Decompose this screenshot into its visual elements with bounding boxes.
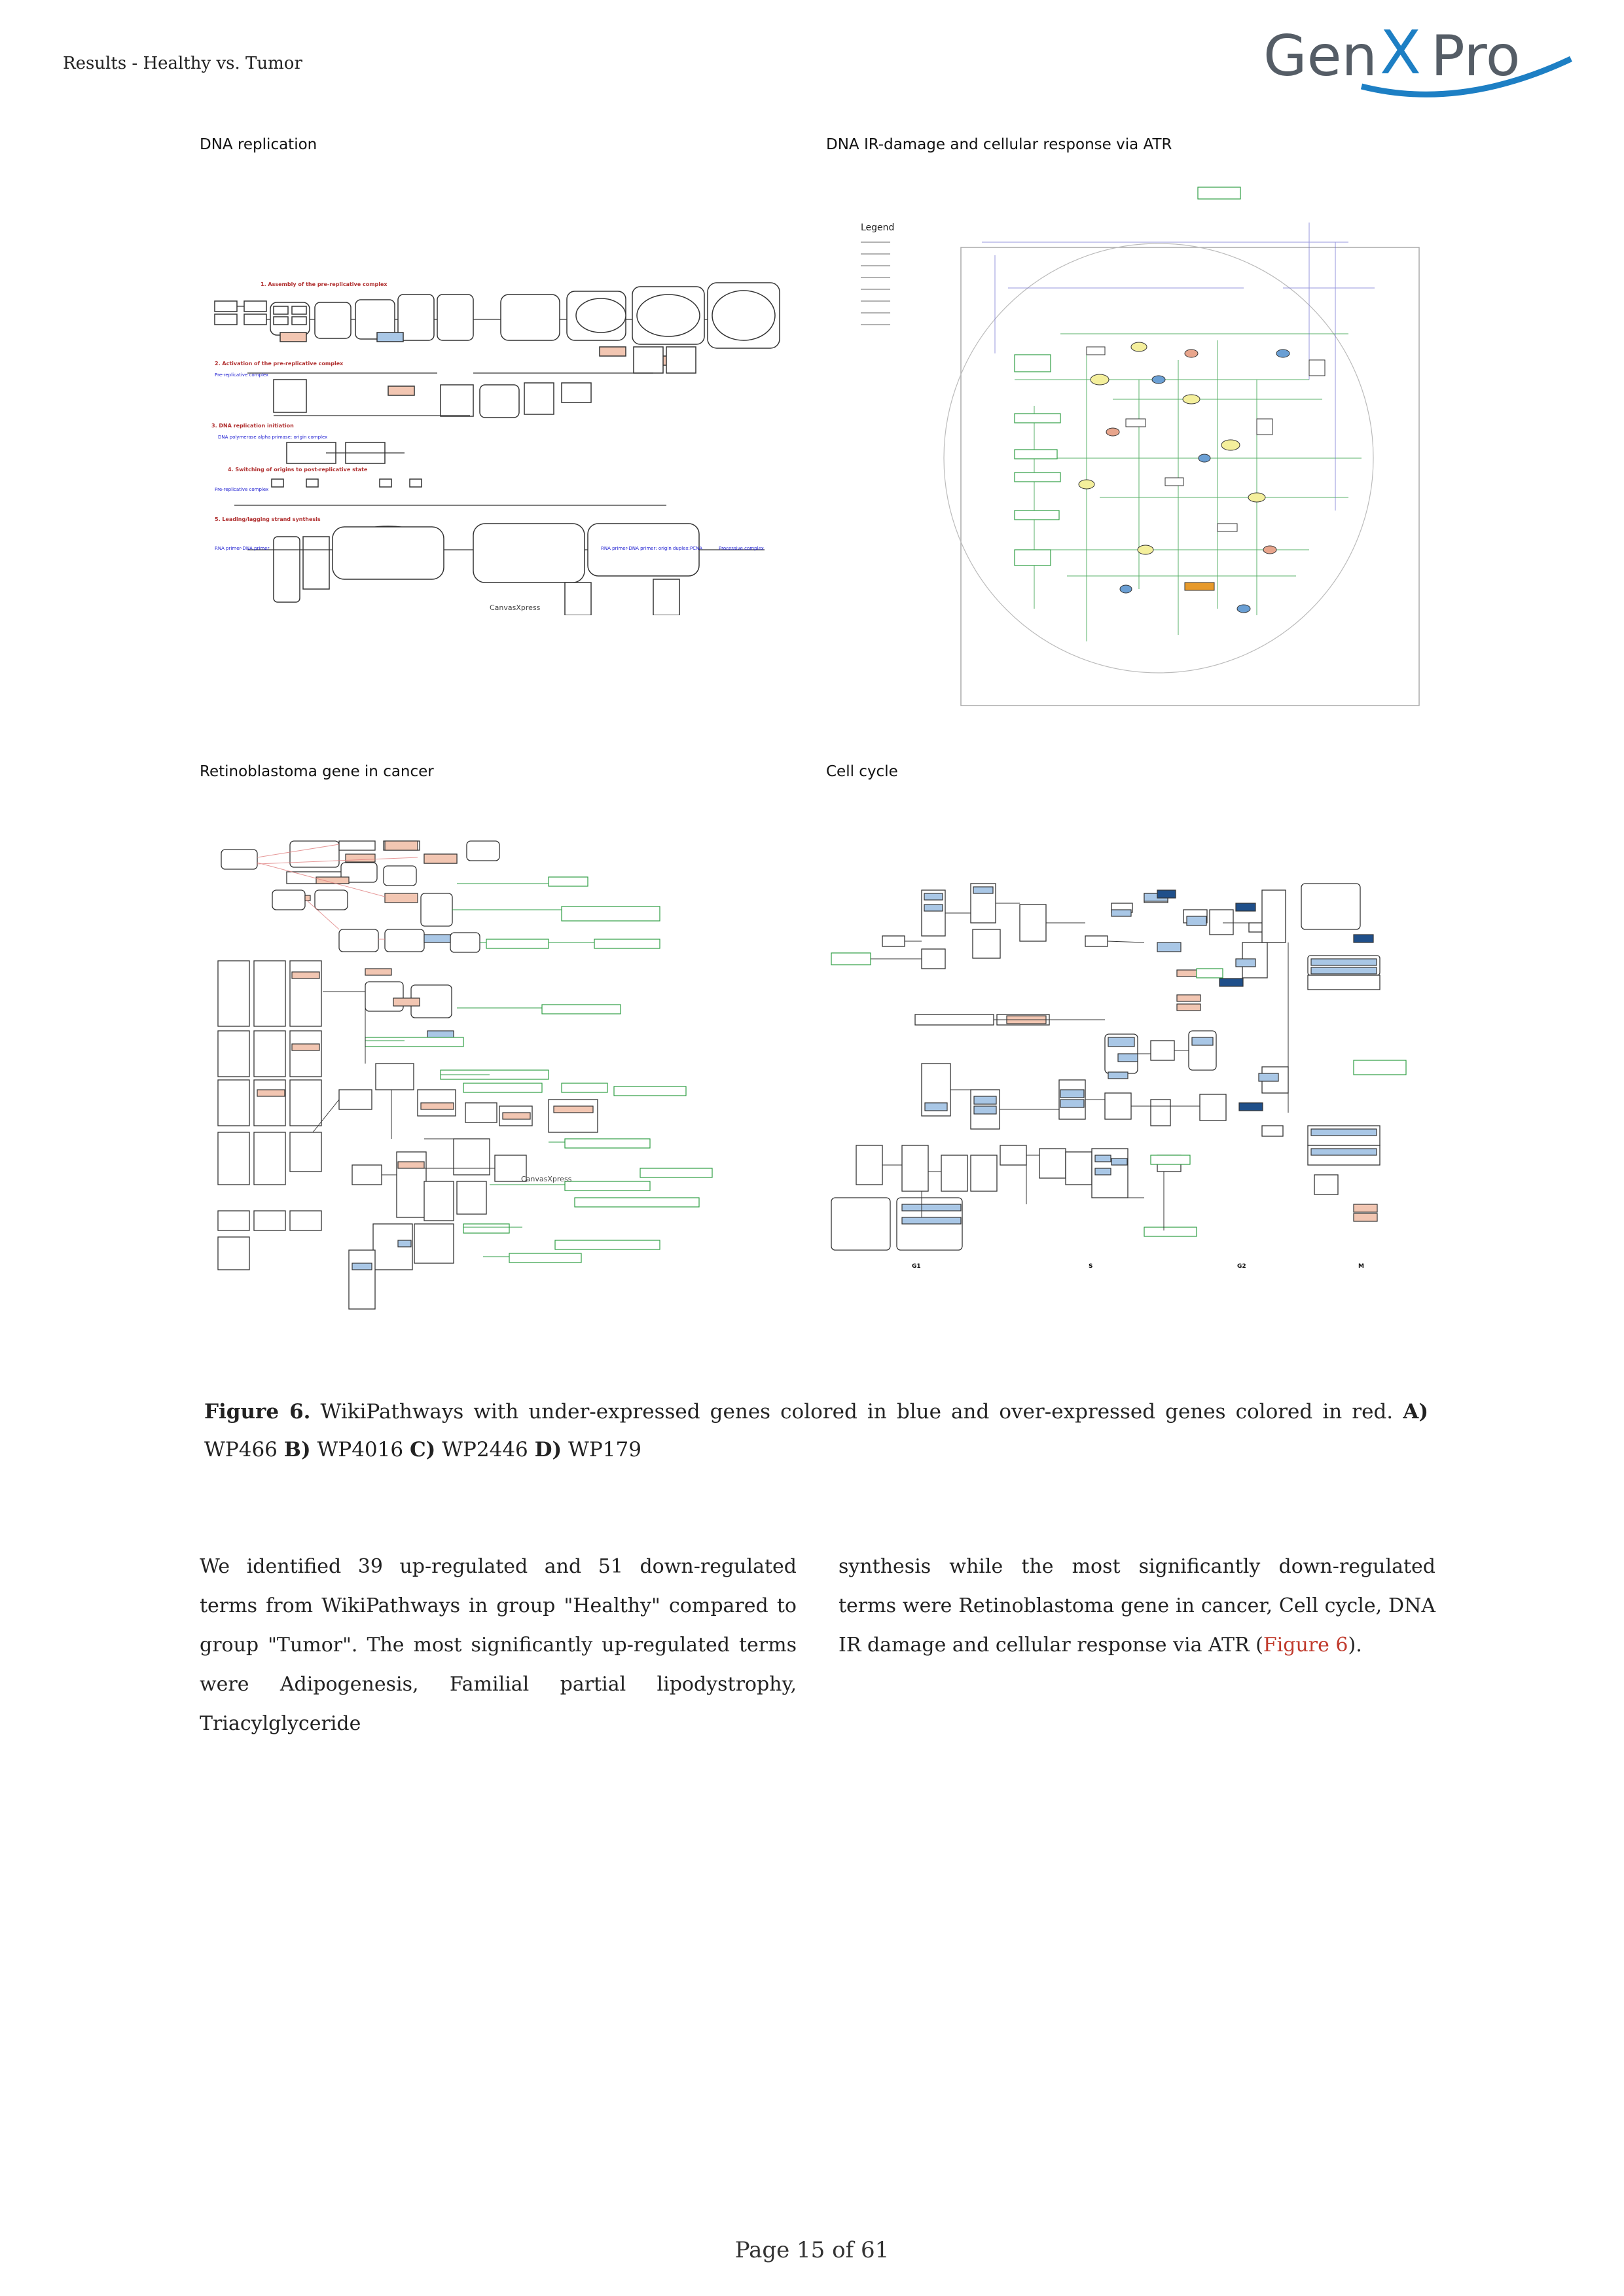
running-header: Results - Healthy vs. Tumor — [63, 54, 302, 73]
caption-b-id: WP4016 — [310, 1438, 410, 1462]
figure-6-link[interactable]: Figure 6 — [1263, 1634, 1348, 1657]
caption-c-id: WP2446 — [435, 1438, 535, 1462]
canvasxpress-watermark: CanvasXpress — [521, 1175, 572, 1183]
svg-text:5. Leading/lagging strand synt: 5. Leading/lagging strand synthesis — [215, 516, 321, 522]
caption-a-label: A) — [1403, 1400, 1428, 1424]
logo-x-text: X — [1380, 18, 1422, 88]
genxpro-logo — [1263, 13, 1578, 98]
svg-text:Pre-replicative complex: Pre-replicative complex — [215, 487, 269, 492]
pathway-diagram-retinoblastoma — [208, 831, 804, 1316]
svg-text:Processive complex: Processive complex — [719, 546, 764, 551]
logo-pro-text: Pro — [1431, 24, 1521, 89]
svg-text:DNA polymerase alpha primase:: DNA polymerase alpha primase: origin complex — [218, 435, 328, 440]
svg-text:1. Assembly of the pre-replica: 1. Assembly of the pre-replicative complex — [261, 281, 388, 287]
figure-caption — [204, 1393, 1428, 1469]
svg-text:3. DNA replication initiation: 3. DNA replication initiation — [211, 423, 294, 429]
pathway-diagram-dna-replication — [208, 275, 804, 615]
caption-label: Figure 6. — [204, 1400, 311, 1424]
pathway-diagram-dna-ir-damage — [851, 183, 1440, 720]
caption-d-label: D) — [534, 1438, 562, 1462]
page-number: Page 15 of 61 — [734, 2237, 890, 2263]
svg-text:RNA primer-DNA primer: origin: RNA primer-DNA primer: origin duplex:PCNA — [601, 546, 703, 551]
body-text-right-column — [839, 1547, 1435, 1665]
body-right-end: ). — [1348, 1634, 1362, 1657]
svg-text:RNA primer-DNA primer: RNA primer-DNA primer — [215, 546, 270, 551]
caption-c-label: C) — [409, 1438, 436, 1462]
phase-label-m: M — [1358, 1263, 1364, 1270]
panel-title-dna-ir-damage: DNA IR-damage and cellular response via ATR — [826, 136, 1172, 153]
panel-title-retinoblastoma: Retinoblastoma gene in cancer — [200, 763, 434, 780]
phase-label-g2: G2 — [1237, 1263, 1246, 1270]
svg-text:4. Switching of origins to pos: 4. Switching of origins to post-replicative state — [228, 467, 368, 473]
caption-text: WikiPathways with under-expressed genes colored in blue and over-expressed genes colored in red. — [310, 1400, 1403, 1424]
panel-title-cell-cycle: Cell cycle — [826, 763, 898, 780]
canvasxpress-watermark: CanvasXpress — [490, 603, 541, 612]
body-text-left-column: We identified 39 up-regulated and 51 down-regulated terms from WikiPathways in group "Healthy" compared to group "Tumor". The most significantly up-regulated terms were Adipogenesis, Familial partial lipodystrophy, Triacylglyceride — [200, 1555, 797, 1735]
caption-b-label: B) — [283, 1438, 311, 1462]
caption-d-id: WP179 — [562, 1438, 641, 1462]
svg-text:2. Activation of the pre-repli: 2. Activation of the pre-replicative complex — [215, 361, 344, 367]
phase-label-s: S — [1089, 1263, 1093, 1270]
svg-text:Pre-replicative complex: Pre-replicative complex — [215, 372, 269, 378]
panel-title-dna-replication: DNA replication — [200, 136, 317, 153]
caption-a-id: WP466 — [204, 1438, 284, 1462]
legend-title: Legend — [861, 223, 895, 233]
body-right-text: synthesis while the most significantly down-regulated terms were Retinoblastoma gene in cancer, Cell cycle, DNA IR damage and cellular response via ATR ( — [839, 1555, 1435, 1657]
logo-gen-text: Gen — [1263, 24, 1378, 89]
pathway-diagram-cell-cycle — [830, 864, 1439, 1283]
phase-label-g1: G1 — [912, 1263, 921, 1270]
